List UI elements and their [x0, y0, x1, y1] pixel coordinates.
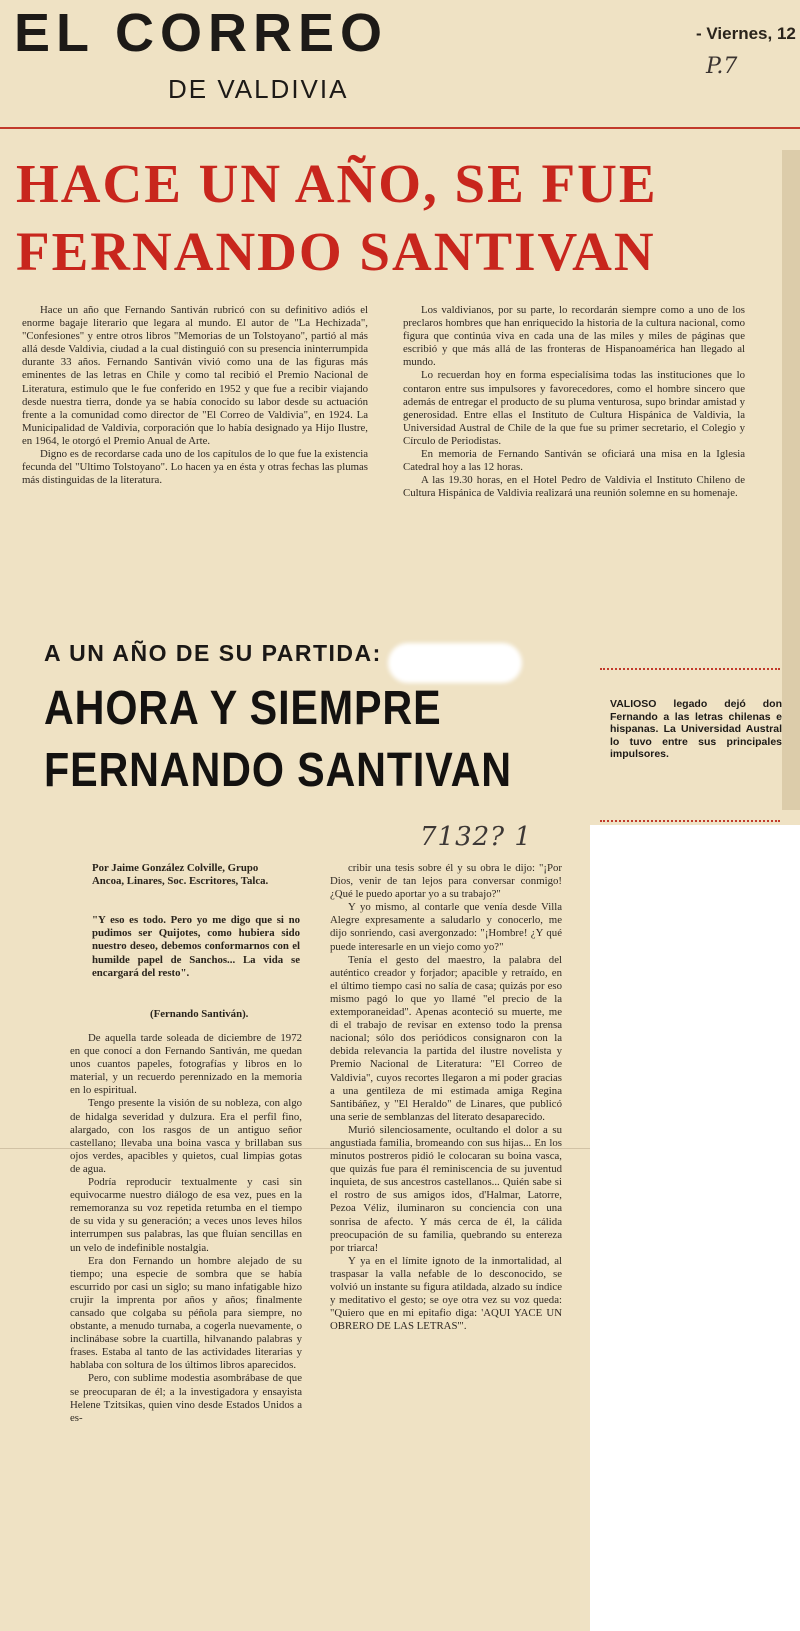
article2-col1-paragraph: Pero, con sublime modestia asombrábase de que se preocuparan de él; a la investigadora y ensayista Helene Tzitsikas, quien vino desde Estados Unidos a es- — [70, 1372, 302, 1424]
masthead-title: EL CORREO — [14, 3, 389, 63]
article2-col1-paragraph: Era don Fernando un hombre alejado de su tiempo; una especie de sombra que se había escurrido por casi un siglo; su mano infatigable hizo crujir la imprenta por años y años; finalmente cansado que colgaba su péñola para siempre, no obstante, a menudo turnaba, a cogerla nuevamente, o inclinábase sobre la cuartilla, hilvanando palabras y frases. Estaba al tanto de las actividades literarias y hablaba con soltura de los últimos libros aparecidos. — [70, 1254, 302, 1372]
article2-col1-paragraph: Podría reproducir textualmente y casi sin equivocarme nuestro diálogo de esa vez, pues en la rememoranza su voz repetida retumba en el tiempo de su vida y su generación; a veces unos leves hilos interrumpen sus palabras, las que fluían sencillas en un velo de indefinible nostalgia. — [70, 1176, 302, 1254]
article2-epigraph-signature: (Fernando Santiván). — [150, 1008, 249, 1020]
adjacent-clipping-edge — [782, 150, 800, 810]
article2-col2-paragraph: cribir una tesis sobre él y su obra le dijo: "¡Por Dios, venir de tan lejos para conversar conmigo! ¿Qué le puedo aportar yo a su trabajo?" — [330, 862, 562, 901]
masthead-subtitle: DE VALDIVIA — [168, 74, 349, 104]
article1-headline — [16, 150, 736, 286]
paper-fold-line — [0, 1148, 590, 1149]
article1-col2-paragraph: En memoria de Fernando Santiván se oficiará una misa en la Iglesia Catedral hoy a las 12 horas. — [403, 448, 745, 474]
article1-col1-paragraph: Digno es de recordarse cada uno de los capítulos de lo que fue la existencia fecunda del "Ultimo Tolstoyano". Lo hacen ya en ésta y otras fechas las plumas más distinguidas de la literatura. — [22, 448, 368, 487]
handwritten-archive-number: 7132? 1 — [420, 822, 532, 852]
caption-rule-bottom — [600, 820, 780, 822]
article2-col2-paragraph: Murió silenciosamente, ocultando el dolor a su angustiada familia, bromeando con sus hijas... En los minutos postreros pidió le colocaran su boina vasca, que quizás fue para él reminiscencia de su juventud inquieta, de sus ancestros castellanos... Quién sabe si el rostro de sus amigos idos, d'Halmar, Latorre, Pezoa Véliz, iluminaron su conciencia con una sonrisa de afecto. Y más cerca de él, la cálida preocupación de su familia, quebrando su entereza por triarca! — [330, 1123, 562, 1254]
article1-headline-line2: FERNANDO SANTIVAN — [16, 221, 656, 282]
article2-kicker: A UN AÑO DE SU PARTIDA: — [44, 640, 382, 666]
handwritten-page-mark: P.7 — [706, 54, 738, 79]
article2-col2-paragraph: Y yo mismo, al contarle que venía desde Villa Alegre expresamente a saludarlo y conocerlo, me dijo sonriendo, casi avergonzado: "¡Hombre! ¿Y qué puede interesarle en un viejo como yo?" — [330, 901, 562, 953]
article2-col2-paragraph: Y ya en el límite ignoto de la inmortalidad, al traspasar la valla nefable de lo desconocido, se volvió un instante su figura atildada, alzado su índice y meditativo el gesto; se oye otra vez su voz queda: "Quiero que en mi epitafio diga: 'AQUI YACE UN OBRERO DE LAS LETRAS'". — [330, 1254, 562, 1333]
article2-column-1 — [70, 1032, 302, 1624]
blank-area — [590, 825, 800, 1631]
article1-column-2 — [403, 304, 745, 622]
article2-epigraph: "Y eso es todo. Pero yo me digo que si no pudimos ser Quijotes, como hubiera sido nuestro deseo, debemos conformarnos con el humilde papel de Sanchos... La vida se encargará del resto". — [92, 914, 300, 979]
masthead-date: - Viernes, 12 — [696, 24, 796, 43]
article1-headline-line1: HACE UN AÑO, SE FUE — [16, 153, 658, 214]
article2-headline — [44, 678, 512, 802]
paper-damage-smudge — [388, 643, 522, 683]
article1-col2-paragraph: A las 19.30 horas, en el Hotel Pedro de Valdivia el Instituto Chileno de Cultura Hispánica de Valdivia realizará una reunión solemne en su homenaje. — [403, 474, 745, 500]
article1-col1-paragraph: Hace un año que Fernando Santiván rubricó con su definitivo adiós el enorme bagaje literario que legara al mundo. El autor de "La Hechizada", "Confesiones" y entre otros libros "Memorias de un Tolstoyano", partió al más allá desde Valdivia, ciudad a la cual distinguió con su presencia ininterrumpida durante 33 años. Fernando Santiván vivió como una de las figuras más eminentes de las letras en Chile y como tal recibió el Premio Nacional de Literatura, estimulo que le fue conferido en 1952 y que fue a recibir viajando desde nuestra tierra, donde ya se había conocido su labor desde su actuación frente a la comunidad como director de "El Correo de Valdivia", en 1924. La Municipalidad de Valdivia, corporación que lo había designado ya Hijo Ilustre, en 1964, le otorgó el Premio Anual de Arte. — [22, 304, 368, 447]
photo-caption: VALIOSO legado dejó don Fernando a las letras chilenas e hispanas. La Universidad Austral lo tuvo entre sus principales impulsores. — [610, 698, 782, 760]
caption-rule-top — [600, 668, 780, 670]
article2-byline: Por Jaime González Colville, Grupo Ancoa, Linares, Soc. Escritores, Talca. — [92, 862, 269, 888]
article2-col1-paragraph: Tengo presente la visión de su nobleza, con algo de hidalga severidad y dulzura. Era el perfil fino, alargado, con los rasgos de un antiguo señor castellano; llevaba una boina vasca y brillaban sus ojos verdes, apacibles y quietos, cual limpias gotas de agua. — [70, 1097, 302, 1175]
article1-column-1 — [22, 304, 368, 622]
article2-col2-paragraph: Tenía el gesto del maestro, la palabra del auténtico creador y forjador; apacible y retraído, en el último tiempo casi no salía de casa; quizás por eso mismo pagó lo que yo llamé "el precio de la extemporaneidad". Apenas aconteció su muerte, me di el trabajo de revisar en extenso todo la prensa nacional; sólo dos periódicos consignaron con la debida relevancia la partida del ilustre novelista y Premio Nacional de Literatura: "El Correo de Valdivia", cuyos recortes llegaron a mi poder gracias a una gentileza de mi estimada amiga Regina Santibáñez, y "El Heraldo" de Linares, que publicó una serie de semblanzas del literato desaparecido. — [330, 953, 562, 1123]
article2-column-2 — [330, 862, 562, 1624]
masthead-rule — [0, 127, 800, 129]
article2-headline-line2: FERNANDO SANTIVAN — [44, 744, 512, 797]
article2-headline-line1: AHORA Y SIEMPRE — [44, 682, 442, 735]
article1-col2-paragraph: Los valdivianos, por su parte, lo recordarán siempre como a uno de los preclaros hombres que han enriquecido la historia de la cultura nacional, como figura que continúa viva en cada una de las miles y miles de páginas que escribió y que más allá de las fronteras de Hispanoamérica han llegado al mundo. — [403, 304, 745, 369]
article1-col2-paragraph: Lo recuerdan hoy en forma especialísima todas las instituciones que lo contaron entre sus impulsores y favorecedores, como el hombre sincero que además de entregar el producto de su pluma venturosa, supo brindar amistad y generosidad. Entre ellas el Instituto de Cultura Hispánica de Valdivia, la Universidad Austral de Chile de la que fue su primer secretario, el Colegio y Círculo de Periodistas. — [403, 369, 745, 447]
article2-col1-paragraph: De aquella tarde soleada de diciembre de 1972 en que conocí a don Fernando Santiván, me quedan unos cuantos papeles, fotografías y libros en lo material, y un recuerdo perennizado en la memoria en lo espiritual. — [70, 1032, 302, 1097]
